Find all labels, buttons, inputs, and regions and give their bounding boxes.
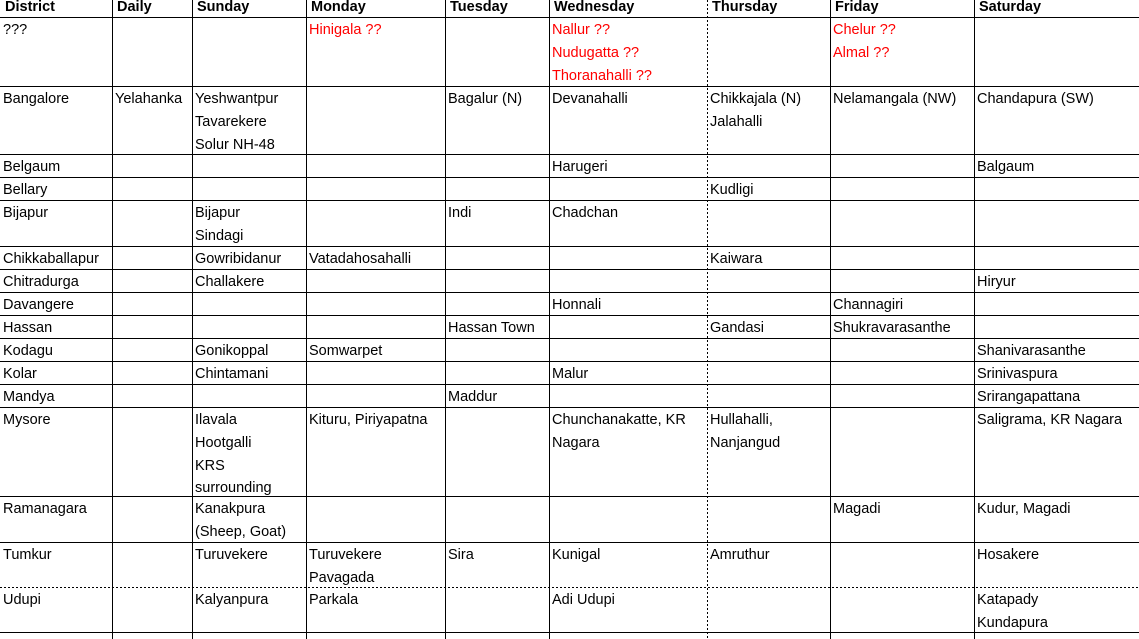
table-cell[interactable] — [830, 338, 974, 361]
table-cell[interactable] — [192, 269, 306, 292]
cell-text-line: Magadi — [833, 501, 881, 517]
cell-text-line: Nelamangala (NW) — [833, 91, 957, 107]
table-cell[interactable] — [707, 177, 830, 200]
table-cell[interactable] — [306, 315, 445, 338]
cell-text-line: Hinigala ?? — [309, 22, 382, 38]
cell-text-line: Gowribidanur — [195, 251, 282, 267]
table-cell[interactable] — [974, 177, 1139, 200]
cell-text-line: Parkala — [309, 592, 359, 608]
table-cell[interactable] — [306, 154, 445, 177]
cell-text-line: Hootgalli — [195, 434, 252, 451]
table-cell[interactable] — [830, 361, 974, 384]
cell-text-line: (Sheep, Goat) — [195, 523, 287, 540]
cell-text-line: Belgaum — [3, 159, 61, 175]
district-cell[interactable] — [0, 338, 112, 361]
cell-text-line: Ilavala — [195, 412, 237, 428]
table-cell[interactable] — [830, 292, 974, 315]
table-cell[interactable] — [549, 200, 707, 246]
cell-text-line: Nallur ?? — [552, 22, 611, 38]
table-cell[interactable] — [192, 496, 306, 542]
cell-text-line: Hullahalli, — [710, 412, 773, 428]
cell-text-line: Thoranahalli ?? — [552, 67, 652, 84]
district-cell[interactable] — [0, 200, 112, 246]
table-cell[interactable] — [707, 269, 830, 292]
cell-text-line: Kudligi — [710, 182, 754, 198]
cell-text-line: Bagalur (N) — [448, 91, 523, 107]
table-cell[interactable] — [974, 384, 1139, 407]
table-cell[interactable] — [112, 496, 192, 542]
table-cell[interactable] — [974, 542, 1139, 587]
table-cell[interactable] — [445, 384, 549, 407]
table-cell[interactable] — [445, 542, 549, 587]
table-cell[interactable] — [707, 407, 830, 496]
table-cell[interactable] — [830, 315, 974, 338]
table-cell[interactable] — [830, 587, 974, 632]
cell-text-line: Sira — [448, 547, 474, 563]
cell-text-line: Ramanagara — [3, 501, 87, 517]
district-cell[interactable] — [0, 292, 112, 315]
cell-text-line: Chikkajala (N) — [710, 91, 802, 107]
cell-text-line: Harugeri — [552, 159, 608, 175]
table-cell[interactable] — [306, 292, 445, 315]
cell-text-line: Katapady — [977, 592, 1039, 608]
district-cell[interactable] — [0, 86, 112, 154]
table-cell[interactable] — [974, 315, 1139, 338]
table-cell[interactable] — [830, 542, 974, 587]
cell-text-line: Gonikoppal — [195, 343, 269, 359]
table-cell[interactable] — [445, 361, 549, 384]
cell-text-line: Nanjangud — [710, 434, 781, 451]
cell-text-line: Chintamani — [195, 366, 269, 382]
table-cell[interactable] — [192, 407, 306, 496]
cell-text-line: Channagiri — [833, 297, 904, 313]
column-header-monday[interactable]: Monday — [311, 0, 366, 15]
table-cell[interactable] — [830, 269, 974, 292]
table-cell[interactable] — [974, 496, 1139, 542]
column-header-saturday[interactable]: Saturday — [979, 0, 1042, 15]
cell-text-line: Tavarekere — [195, 113, 267, 130]
table-cell[interactable] — [830, 407, 974, 496]
column-header-sunday[interactable]: Sunday — [197, 0, 250, 15]
table-cell[interactable] — [112, 154, 192, 177]
table-cell[interactable] — [445, 246, 549, 269]
table-cell[interactable] — [549, 86, 707, 154]
table-cell[interactable] — [707, 496, 830, 542]
cell-text-line: Hassan Town — [448, 320, 535, 336]
column-header-friday[interactable]: Friday — [835, 0, 879, 15]
table-cell[interactable] — [112, 407, 192, 496]
table-cell[interactable] — [192, 200, 306, 246]
cell-text-line: Bangalore — [3, 91, 70, 107]
cell-text-line: Kaiwara — [710, 251, 763, 267]
table-cell[interactable] — [112, 315, 192, 338]
column-header-tuesday[interactable]: Tuesday — [450, 0, 508, 15]
table-cell[interactable] — [445, 154, 549, 177]
table-cell[interactable] — [192, 177, 306, 200]
cell-text-line: Chelur ?? — [833, 22, 896, 38]
table-cell[interactable] — [549, 17, 707, 86]
table-cell[interactable] — [974, 292, 1139, 315]
cell-text-line: Nagara — [552, 434, 600, 451]
table-cell[interactable] — [707, 315, 830, 338]
district-cell[interactable] — [0, 246, 112, 269]
district-cell[interactable] — [0, 154, 112, 177]
table-cell[interactable] — [306, 200, 445, 246]
table-cell[interactable] — [830, 86, 974, 154]
cell-text-line: Chadchan — [552, 205, 619, 221]
cell-text-line: Turuvekere — [195, 547, 268, 563]
district-cell[interactable] — [0, 587, 112, 632]
cell-text-line: Challakere — [195, 274, 265, 290]
cell-text-line: Srinivaspura — [977, 366, 1058, 382]
table-cell[interactable] — [974, 587, 1139, 632]
cell-text-line: KRS — [195, 457, 225, 474]
table-cell[interactable] — [549, 407, 707, 496]
district-cell[interactable] — [0, 361, 112, 384]
cell-text-line: Gandasi — [710, 320, 765, 336]
table-cell[interactable] — [306, 407, 445, 496]
table-cell[interactable] — [549, 292, 707, 315]
table-cell[interactable] — [974, 200, 1139, 246]
table-cell[interactable] — [549, 361, 707, 384]
table-cell[interactable] — [707, 542, 830, 587]
table-cell[interactable] — [707, 292, 830, 315]
table-cell[interactable] — [112, 269, 192, 292]
cell-text-line: Hassan — [3, 320, 53, 336]
table-cell[interactable] — [830, 177, 974, 200]
table-cell[interactable] — [306, 542, 445, 587]
cell-text-line: Shukravarasanthe — [833, 320, 951, 336]
table-cell[interactable] — [192, 17, 306, 86]
table-cell[interactable] — [707, 361, 830, 384]
cell-text-line: Bellary — [3, 182, 48, 198]
cell-text-line: Mysore — [3, 412, 51, 428]
cell-text-line: Vatadahosahalli — [309, 251, 412, 267]
table-cell[interactable] — [112, 177, 192, 200]
table-cell[interactable] — [192, 292, 306, 315]
cell-text-line: Chitradurga — [3, 274, 79, 290]
table-cell[interactable] — [707, 246, 830, 269]
table-cell[interactable] — [192, 384, 306, 407]
district-cell[interactable] — [0, 496, 112, 542]
cell-text-line: Kalyanpura — [195, 592, 269, 608]
cell-text-line: Hiryur — [977, 274, 1016, 290]
cell-text-line: Amruthur — [710, 547, 770, 563]
table-cell[interactable] — [974, 361, 1139, 384]
table-cell[interactable] — [112, 200, 192, 246]
cell-text-line: Hosakere — [977, 547, 1040, 563]
table-cell[interactable] — [112, 587, 192, 632]
cell-text-line: Yelahanka — [115, 91, 183, 107]
cell-text-line: Chikkaballapur — [3, 251, 99, 267]
table-cell[interactable] — [306, 269, 445, 292]
table-cell[interactable] — [306, 177, 445, 200]
table-cell[interactable] — [445, 338, 549, 361]
table-cell[interactable] — [306, 17, 445, 86]
table-cell[interactable] — [707, 338, 830, 361]
district-cell[interactable] — [0, 384, 112, 407]
table-cell[interactable] — [445, 177, 549, 200]
cell-text-line: Srirangapattana — [977, 389, 1081, 405]
table-cell[interactable] — [974, 17, 1139, 86]
cell-text-line: Kituru, Piriyapatna — [309, 412, 428, 428]
cell-text-line: Kunigal — [552, 547, 601, 563]
table-cell[interactable] — [445, 496, 549, 542]
cell-text-line: Maddur — [448, 389, 498, 405]
table-cell[interactable] — [306, 361, 445, 384]
table-cell[interactable] — [549, 246, 707, 269]
table-cell[interactable] — [830, 200, 974, 246]
district-cell[interactable] — [0, 17, 112, 86]
cell-text-line: Indi — [448, 205, 472, 221]
table-cell[interactable] — [445, 407, 549, 496]
table-cell[interactable] — [445, 315, 549, 338]
cell-text-line: Yeshwantpur — [195, 91, 279, 107]
district-cell[interactable] — [0, 269, 112, 292]
column-header-daily[interactable]: Daily — [117, 0, 152, 15]
table-cell[interactable] — [830, 17, 974, 86]
table-cell[interactable] — [549, 496, 707, 542]
table-cell[interactable] — [445, 269, 549, 292]
table-cell[interactable] — [306, 587, 445, 632]
table-cell[interactable] — [549, 384, 707, 407]
cell-text-line: Balgaum — [977, 159, 1035, 175]
cell-text-line: Turuvekere — [309, 547, 382, 563]
table-cell[interactable] — [112, 338, 192, 361]
cell-text-line: Somwarpet — [309, 343, 383, 359]
table-cell[interactable] — [192, 587, 306, 632]
cell-text-line: Almal ?? — [833, 44, 890, 61]
table-cell[interactable] — [549, 338, 707, 361]
cell-text-line: Pavagada — [309, 569, 375, 586]
cell-text-line: Adi Udupi — [552, 592, 615, 608]
table-cell[interactable] — [192, 246, 306, 269]
cell-text-line: Chandapura (SW) — [977, 91, 1094, 107]
table-cell[interactable] — [192, 86, 306, 154]
table-cell[interactable] — [445, 17, 549, 86]
table-cell[interactable] — [112, 86, 192, 154]
table-cell[interactable] — [974, 86, 1139, 154]
table-cell[interactable] — [192, 154, 306, 177]
cell-text-line: Saligrama, KR Nagara — [977, 412, 1123, 428]
table-cell[interactable] — [707, 200, 830, 246]
cell-text-line: Chunchanakatte, KR — [552, 412, 686, 428]
column-header-district[interactable]: District — [5, 0, 55, 15]
cell-text-line: Solur NH-48 — [195, 136, 275, 153]
district-cell[interactable] — [0, 542, 112, 587]
table-cell[interactable] — [830, 496, 974, 542]
table-cell[interactable] — [112, 542, 192, 587]
table-cell[interactable] — [549, 269, 707, 292]
table-cell[interactable] — [707, 17, 830, 86]
table-cell[interactable] — [707, 86, 830, 154]
table-cell[interactable] — [112, 17, 192, 86]
table-cell[interactable] — [549, 177, 707, 200]
table-cell[interactable] — [830, 246, 974, 269]
cell-text-line: Shanivarasanthe — [977, 343, 1086, 359]
cell-text-line: Kundapura — [977, 614, 1048, 631]
cell-text-line: Nudugatta ?? — [552, 44, 640, 61]
table-cell[interactable] — [707, 154, 830, 177]
cell-text-line: Davangere — [3, 297, 74, 313]
cell-text-line: ??? — [3, 22, 28, 38]
table-cell[interactable] — [707, 384, 830, 407]
table-cell[interactable] — [445, 86, 549, 154]
cell-text-line: surrounding — [195, 480, 272, 497]
table-cell[interactable] — [549, 154, 707, 177]
cell-text-line: Devanahalli — [552, 91, 628, 107]
cell-text-line: Tumkur — [3, 547, 52, 563]
table-cell[interactable] — [192, 361, 306, 384]
table-cell[interactable] — [192, 338, 306, 361]
table-cell[interactable] — [974, 407, 1139, 496]
table-cell[interactable] — [974, 269, 1139, 292]
table-cell[interactable] — [549, 315, 707, 338]
table-cell[interactable] — [192, 315, 306, 338]
table-cell[interactable] — [445, 587, 549, 632]
column-header-wednesday[interactable]: Wednesday — [554, 0, 635, 15]
cell-text-line: Honnali — [552, 297, 602, 313]
cell-text-line: Jalahalli — [710, 113, 763, 130]
table-cell[interactable] — [830, 384, 974, 407]
cell-text-line: Malur — [552, 366, 589, 382]
cell-text-line: Kanakpura — [195, 501, 266, 517]
cell-text-line: Bijapur — [195, 205, 241, 221]
table-cell[interactable] — [707, 587, 830, 632]
cell-text-line: Mandya — [3, 389, 55, 405]
district-cell[interactable] — [0, 315, 112, 338]
table-cell[interactable] — [306, 246, 445, 269]
cell-text-line: Bijapur — [3, 205, 49, 221]
table-cell[interactable] — [112, 292, 192, 315]
table-cell[interactable] — [445, 200, 549, 246]
table-cell[interactable] — [306, 86, 445, 154]
table-cell[interactable] — [549, 587, 707, 632]
column-header-thursday[interactable]: Thursday — [712, 0, 778, 15]
district-cell[interactable] — [0, 407, 112, 496]
cell-text-line: Udupi — [3, 592, 41, 608]
cell-text-line: Sindagi — [195, 227, 244, 244]
table-cell[interactable] — [112, 246, 192, 269]
district-cell[interactable] — [0, 177, 112, 200]
table-cell[interactable] — [974, 154, 1139, 177]
cell-text-line: Kodagu — [3, 343, 53, 359]
table-cell[interactable] — [830, 154, 974, 177]
table-cell[interactable] — [306, 496, 445, 542]
table-cell[interactable] — [549, 542, 707, 587]
table-cell[interactable] — [974, 246, 1139, 269]
table-cell[interactable] — [974, 338, 1139, 361]
table-cell[interactable] — [112, 361, 192, 384]
table-cell[interactable] — [306, 338, 445, 361]
cell-text-line: Kolar — [3, 366, 37, 382]
cell-text-line: Kudur, Magadi — [977, 501, 1071, 517]
table-cell[interactable] — [445, 292, 549, 315]
table-cell[interactable] — [112, 384, 192, 407]
table-cell[interactable] — [306, 384, 445, 407]
table-cell[interactable] — [192, 542, 306, 587]
